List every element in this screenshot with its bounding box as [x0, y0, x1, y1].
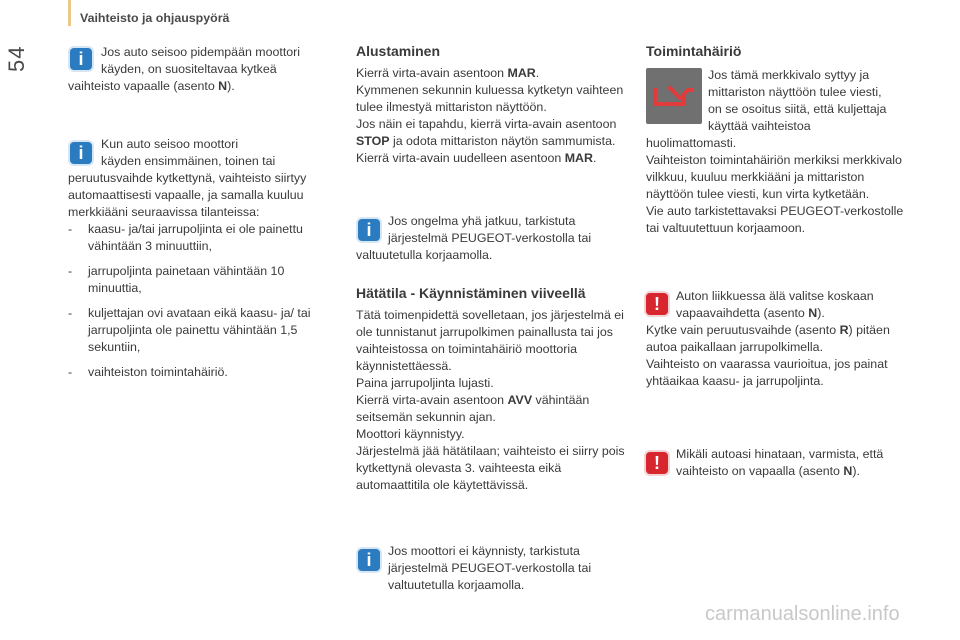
section-title-hatatila: Hätätila - Käynnistäminen viiveellä: [356, 285, 586, 301]
section-title-alustaminen: Alustaminen: [356, 43, 441, 59]
info-icon: i: [356, 547, 382, 573]
gearbox-fault-lamp-icon: [646, 68, 702, 124]
middle-note-2: Jos moottori ei käynnisty, tarkistuta järjestelmä PEUGEOT-verkostolla tai valtuutetulla korjaamolla.: [388, 544, 592, 592]
list-item: - jarrupoljinta painetaan vähintään 10 minuuttia,: [68, 263, 340, 297]
list-item: - kaasu- ja/tai jarrupoljinta ei ole painettu vähintään 3 minuuttiin,: [68, 221, 340, 255]
section-title-toimintahairio: Toimintahäiriö: [646, 43, 742, 59]
right-section-1: huolimattomasti. Vaihteiston toimintahäiriön merkiksi merkkivalo vilkkuu, kuuluu merkkiääni ja mittariston näyttöön tulee viesti, kun virta kytketään. Vie auto tarkistettavaksi PEUGEOT-verkostolle tai valtuutettuun korjaamoon.: [646, 136, 904, 235]
middle-section-1: Kierrä virta-avain asentoon MAR. Kymmenen sekunnin kuluessa kytketyn vaihteen tulee ilmestyä mittariston näyttöön. Jos näin ei tapahdu, kierrä virta-avain asentoon STOP ja odota mittariston näytön sammumista. Kierrä virta-avain uudelleen asentoon MAR.: [356, 66, 624, 165]
left-note-2: Kun auto seisoo moottori käyden ensimmäinen, toinen tai peruutusvaihde kytkettynä, vaihteisto siirtyy automaattisesti vapaalle, ja samalla kuuluu merkkiääni seuraavissa tilanteissa: - kaasu- ja/tai jarrupoljinta ei ole painettu vähintään 3 minuuttiin, - jarrupoljinta painetaan vähintään 10 minuuttia, - kuljettajan ovi avataan eikä kaasu- ja/ tai jarrupoljinta ole painettu vähintään 1,5 sekuntiin, - vaihteiston toimintahäiriö.: [68, 136, 340, 389]
middle-section-2: Tätä toimenpidettä sovelletaan, jos järjestelmä ei ole tunnistanut jarrupolkimen painallusta tai jos vaihteistossa on toimintahäiriö moottoria käynnistettäessä. Paina jarrupoljinta lujasti. Kierrä virta-avain asentoon AVV vähintään seitsemän sekunnin ajan. Moottori käynnistyy. Järjestelmä jää hätätilaan; vaihteisto ei siirry pois kytkettynä olevasta 3. vaihteesta eikä automaattitila ole käytettävissä.: [356, 308, 625, 492]
info-icon: i: [68, 46, 94, 72]
list-item: - kuljettajan ovi avataan eikä kaasu- ja/ tai jarrupoljinta ole painettu vähintään 1,5 sekuntiin,: [68, 305, 340, 356]
left-note-1-lead: Jos auto seisoo pidempään moottori käyden, on suositeltavaa kytkeä: [101, 45, 301, 76]
right-warning-1: Auton liikkuessa älä valitse koskaan vapaavaihdetta (asento N). Kytke vain peruutusvaihde (asento R) pitäen autoa paikallaan jarrupolkimella. Vaihteisto on vaarassa vaurioitua, jos painat yhtäaikaa kaasu- ja jarrupoljinta.: [646, 289, 890, 388]
right-warning-2: Mikäli autoasi hinataan, varmista, että vaihteisto on vapaalla (asento N).: [676, 447, 884, 478]
right-lamp-desc: Jos tämä merkkivalo syttyy ja mittariston näyttöön tulee viesti, on se osoitus siitä, että kuljettaja käyttää vaihteistoa: [708, 68, 887, 133]
info-icon: i: [356, 217, 382, 243]
condition-list: [68, 221, 340, 381]
header-accent-line: [68, 0, 71, 26]
page-number: 54: [4, 45, 29, 72]
page-header: Vaihteisto ja ohjauspyörä: [80, 11, 230, 25]
info-icon: i: [68, 140, 94, 166]
left-note-1: Jos auto seisoo pidempään moottori käyden, on suositeltavaa kytkeä vaihteisto vapaalle (asento N).: [68, 44, 340, 95]
middle-note-1: Jos ongelma yhä jatkuu, tarkistuta järjestelmä PEUGEOT-verkostolla tai valtuutetulla korjaamolla.: [356, 214, 592, 262]
list-item: - vaihteiston toimintahäiriö.: [68, 364, 340, 381]
footer-watermark: carmanualsonline.info: [705, 603, 900, 625]
warning-icon: !: [644, 291, 670, 317]
warning-icon: !: [644, 450, 670, 476]
